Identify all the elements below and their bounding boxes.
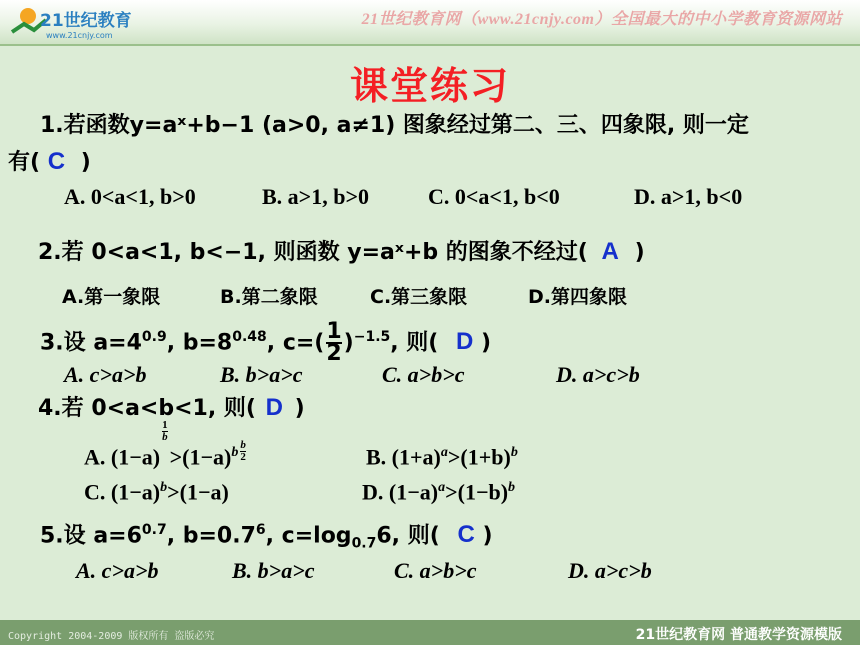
q3-option-b: B. b>a>c <box>220 362 303 387</box>
q1-prefix: 有( <box>8 150 41 175</box>
q4-optA-exp2: b <box>231 445 239 460</box>
question-3 <box>40 312 491 368</box>
q3-option-a: A. c>a>b <box>64 362 147 387</box>
q2-answer: A <box>601 238 619 265</box>
q1-option-a: A. 0<a<1, b>0 <box>64 184 196 209</box>
q3-frac-den: 2 <box>326 341 342 367</box>
q5-option-c: C. a>b>c <box>394 558 477 583</box>
q5-prefix: 5.设 a=6 <box>40 523 142 549</box>
q2-suffix: ) <box>634 240 645 265</box>
q4-answer: D <box>265 394 283 421</box>
q1-option-d: D. a>1, b<0 <box>634 184 743 209</box>
q4-optA-mid: >(1−a) <box>169 444 232 470</box>
q2-option-c: C.第三象限 <box>370 286 468 308</box>
q4-option-d: D. $(1-a)^a>(1-b)^b$ <box>362 479 516 505</box>
q4-suffix: ) <box>294 396 305 421</box>
question-1-line2 <box>8 148 91 177</box>
q5-mid3: 6, 则( <box>376 523 440 549</box>
q4-option-c: C. $(1-a)^b>(1-a)$ <box>84 479 229 505</box>
q5-suffix: ) <box>482 523 493 549</box>
q3-option-c: C. a>b>c <box>382 362 465 387</box>
q3-exp1: 0.9 <box>141 329 167 345</box>
q4-optA-base: A. (1−a) <box>84 444 161 470</box>
q4-option-a <box>84 419 248 470</box>
q3-exp3: −1.5 <box>353 329 391 345</box>
q5-answer: C <box>457 521 475 549</box>
question-2 <box>38 238 645 267</box>
q5-option-d: D. a>c>b <box>568 558 652 583</box>
q5-mid1: , b=0.7 <box>166 523 256 549</box>
q5-exp1: 0.7 <box>141 522 167 538</box>
q5-sub: 0.7 <box>351 535 377 552</box>
slide-title: 课堂练习 <box>349 64 510 108</box>
q1-option-c: C. 0<a<1, b<0 <box>428 184 560 209</box>
q4-optA-exp3: $\frac{b}{2}$ <box>240 439 246 463</box>
logo-url: www.21cnjy.com <box>46 31 113 40</box>
q4-text: 4.若 0<a<b<1, 则( <box>38 396 256 421</box>
logo-text: 21世纪教育 <box>40 11 132 31</box>
q3-answer: D <box>456 328 474 356</box>
q1-suffix: ) <box>80 150 91 175</box>
q5-option-b: B. b>a>c <box>232 558 315 583</box>
header-divider <box>0 44 860 46</box>
site-logo <box>6 2 156 42</box>
question-1-line1: 1.若函数y=aˣ+b−1 (a>0, a≠1) 图象经过第二、三、四象限, 则一定 <box>40 113 749 138</box>
q1-option-b: B. a>1, b>0 <box>262 184 369 209</box>
question-4 <box>38 394 305 423</box>
q5-mid2: , c=log <box>265 523 352 549</box>
q3-mid1: , b=8 <box>166 330 233 356</box>
q4-option-b: B. $(1+a)^a>(1+b)^b$ <box>366 444 518 470</box>
q4-optA-exp1: $\frac{1}{b}$ <box>162 419 168 443</box>
q3-prefix: 3.设 a=4 <box>40 330 142 356</box>
q3-fraction <box>326 319 342 367</box>
q2-option-b: B.第二象限 <box>220 286 318 308</box>
q3-mid2: , c=( <box>266 330 325 356</box>
question-5 <box>40 516 493 558</box>
q2-text: 2.若 0<a<1, b<−1, 则函数 y=aˣ+b 的图象不经过( <box>38 240 588 265</box>
q3-mid4: , 则( <box>390 330 439 356</box>
q5-option-a: A. c>a>b <box>76 558 159 583</box>
q3-mid3: ) <box>343 330 354 356</box>
q1-answer: C <box>47 148 66 175</box>
q3-suffix: ) <box>481 330 492 356</box>
q2-option-a: A.第一象限 <box>62 286 161 308</box>
header-bar <box>0 0 860 44</box>
q3-exp2: 0.48 <box>232 329 267 345</box>
q3-option-d: D. a>c>b <box>556 362 640 387</box>
footer-brand: 21世纪教育网 普通教学资源模版 <box>635 627 842 643</box>
footer-copyright: Copyright 2004-2009 版权所有 盗版必究 <box>8 631 215 642</box>
q5-exp2: 6 <box>255 522 266 538</box>
q3-frac-num: 1 <box>326 319 342 345</box>
q2-option-d: D.第四象限 <box>528 286 627 308</box>
site-banner-title: 21世纪教育网（www.21cnjy.com）全国最大的中小学教育资源网站 <box>361 11 842 28</box>
